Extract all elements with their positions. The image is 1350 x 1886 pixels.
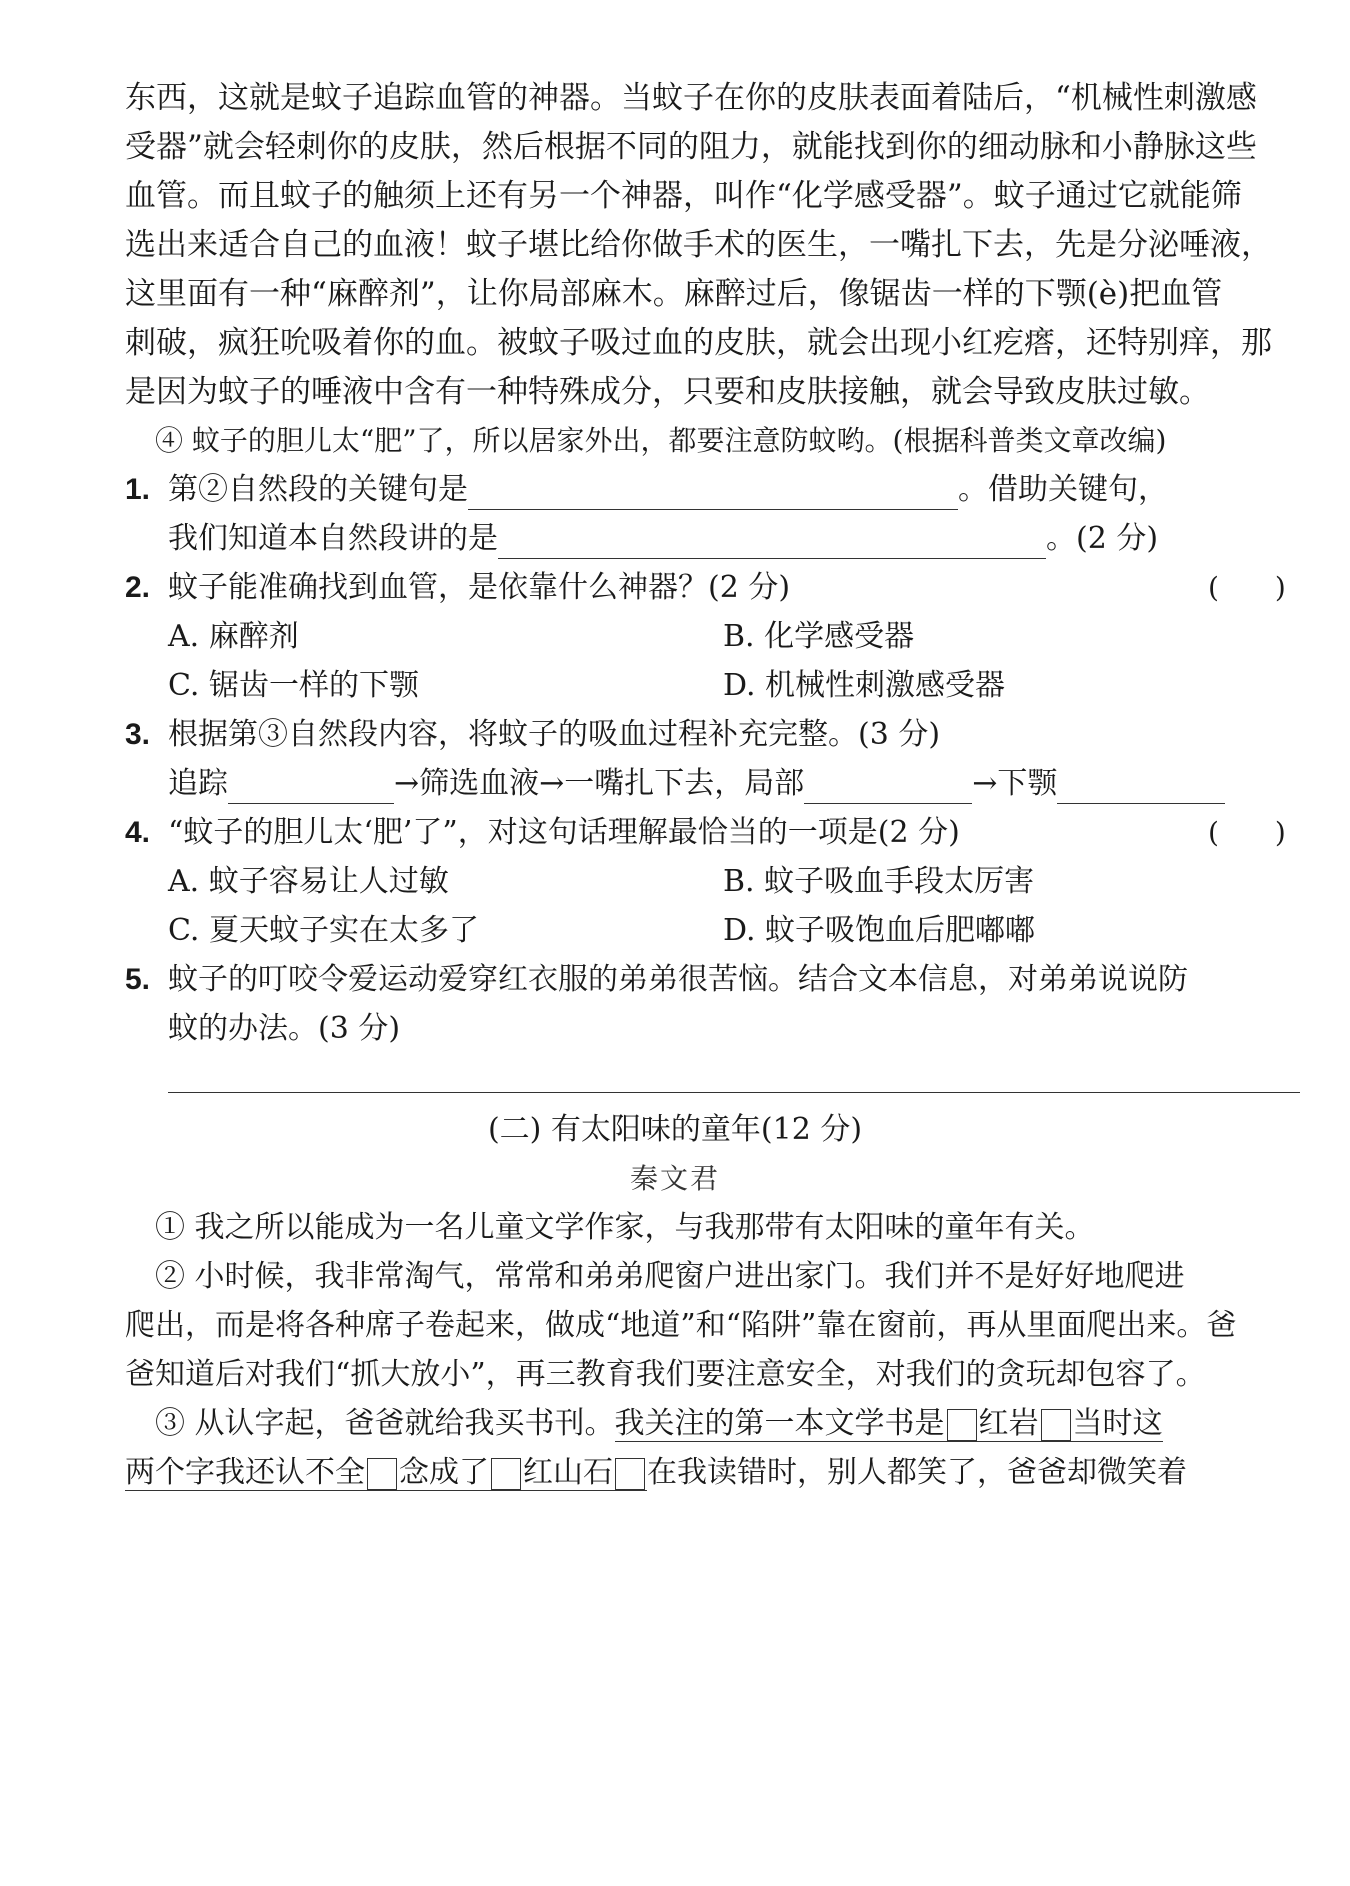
punctuation-box[interactable]: [947, 1409, 977, 1441]
passage-text: ③ 从认字起，爸爸就给我买书刊。: [155, 1406, 615, 1441]
passage-line: 是因为蚊子的唾液中含有一种特殊成分，只要和皮肤接触，就会导致皮肤过敏。: [125, 374, 1210, 410]
passage-line: 这里面有一种“麻醉剂”，让你局部麻木。麻醉过后，像锯齿一样的下颚(è)把血管: [125, 276, 1223, 312]
passage-line: 血管。而且蚊子的触须上还有另一个神器，叫作“化学感受器”。蚊子通过它就能筛: [125, 178, 1242, 214]
question-5-text: 蚊子的叮咬令爱运动爱穿红衣服的弟弟很苦恼。结合文本信息，对弟弟说说防: [168, 962, 1188, 997]
passage-text: 红岩: [978, 1406, 1039, 1441]
punctuation-box[interactable]: [367, 1458, 397, 1490]
question-1-line-2: [168, 519, 1158, 559]
option-c[interactable]: C. 锯齿一样的下颚: [168, 668, 419, 703]
question-3-part: →筛选血液→一嘴扎下去，局部: [394, 766, 805, 801]
passage-paragraph-3-line-2: [125, 1453, 1187, 1493]
question-3-part: 追踪: [168, 766, 228, 801]
option-a[interactable]: A. 蚊子容易让人过敏: [168, 864, 449, 899]
option-b[interactable]: B. 化学感受器: [723, 619, 915, 654]
section-title: (二) 有太阳味的童年(12 分): [487, 1112, 863, 1147]
answer-blank[interactable]: [1057, 771, 1225, 804]
passage-line: 选出来适合自己的血液！蚊子堪比给你做手术的医生，一嘴扎下去，先是分泌唾液，: [125, 227, 1272, 263]
passage-text: 红山石: [523, 1455, 613, 1490]
punctuation-box[interactable]: [615, 1458, 645, 1490]
answer-blank[interactable]: [228, 771, 394, 804]
answer-parentheses[interactable]: ( ): [1208, 571, 1286, 604]
passage-paragraph-1: ① 我之所以能成为一名儿童文学作家，与我那带有太阳味的童年有关。: [155, 1210, 1095, 1245]
question-1-line-1: [168, 470, 1168, 510]
question-number: 2.: [125, 571, 151, 604]
question-2-text: 蚊子能准确找到血管，是依靠什么神器？(2 分): [168, 570, 791, 605]
option-c[interactable]: C. 夏天蚊子实在太多了: [168, 913, 479, 948]
question-4-text: “蚊子的胆儿太‘肥’了”，对这句话理解最恰当的一项是(2 分): [168, 815, 960, 850]
underlined-sentence: [615, 1406, 1163, 1442]
option-b[interactable]: B. 蚊子吸血手段太厉害: [723, 864, 1035, 899]
passage-paragraph-4: ④ 蚊子的胆儿太“肥”了，所以居家外出，都要注意防蚊哟。(根据科普类文章改编): [155, 424, 1167, 457]
question-number: 4.: [125, 816, 151, 849]
underlined-sentence: [125, 1455, 647, 1491]
passage-line: 刺破，疯狂吮吸着你的血。被蚊子吸过血的皮肤，就会出现小红疙瘩，还特别痒，那: [125, 325, 1272, 361]
punctuation-box[interactable]: [1041, 1409, 1071, 1441]
passage-text: 两个字我还认不全: [125, 1455, 365, 1490]
passage-line: 爬出，而是将各种席子卷起来，做成“地道”和“陷阱”靠在窗前，再从里面爬出来。爸: [125, 1308, 1237, 1343]
option-d[interactable]: D. 机械性刺激感受器: [723, 668, 1006, 703]
passage-line: 爸知道后对我们“抓大放小”，再三教育我们要注意安全，对我们的贪玩却包容了。: [125, 1357, 1206, 1392]
question-number: 1.: [125, 473, 151, 506]
passage-text: 念成了: [399, 1455, 489, 1490]
question-number: 3.: [125, 718, 151, 751]
option-a[interactable]: A. 麻醉剂: [168, 619, 299, 654]
passage-text: 在我读错时，别人都笑了，爸爸却微笑着: [647, 1455, 1187, 1490]
passage-text: 我关注的第一本文学书是: [614, 1406, 945, 1441]
question-1-text: 我们知道本自然段讲的是: [168, 521, 498, 556]
passage-line: 受器”就会轻刺你的皮肤，然后根据不同的阻力，就能找到你的细动脉和小静脉这些: [125, 129, 1257, 165]
question-3-part: →下颚: [972, 766, 1058, 801]
answer-parentheses[interactable]: ( ): [1208, 816, 1286, 849]
passage-line: 东西，这就是蚊子追踪血管的神器。当蚊子在你的皮肤表面着陆后，“机械性刺激感: [125, 80, 1257, 116]
question-3-text: 根据第③自然段内容，将蚊子的吸血过程补充完整。(3 分): [168, 717, 941, 752]
question-1-score: 。(2 分): [1046, 521, 1159, 556]
question-number: 5.: [125, 963, 151, 996]
answer-line[interactable]: [168, 1092, 1300, 1093]
answer-blank[interactable]: [498, 526, 1046, 559]
answer-blank[interactable]: [804, 771, 972, 804]
passage-text: 当时这: [1072, 1406, 1163, 1441]
question-5-text: 蚊的办法。(3 分): [168, 1011, 401, 1046]
passage-paragraph-3-line-1: [155, 1404, 1163, 1444]
question-3-fill-line: [168, 764, 1225, 804]
punctuation-box[interactable]: [491, 1458, 521, 1490]
question-1-text: 。借助关键句，: [958, 472, 1168, 507]
passage-line: ② 小时候，我非常淘气，常常和弟弟爬窗户进出家门。我们并不是好好地爬进: [155, 1259, 1185, 1294]
option-d[interactable]: D. 蚊子吸饱血后肥嘟嘟: [723, 913, 1036, 948]
question-1-text: 第②自然段的关键句是: [168, 472, 468, 507]
author-name: 秦文君: [629, 1162, 720, 1195]
answer-blank[interactable]: [468, 477, 958, 510]
